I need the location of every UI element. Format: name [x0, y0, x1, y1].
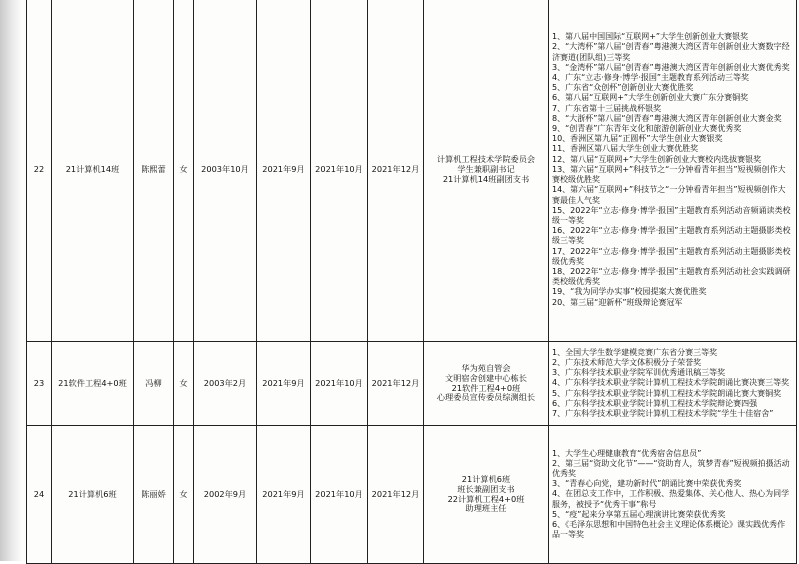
duty-line: 21计算机14班副团支书	[442, 173, 530, 184]
name-cell: 冯柳	[134, 342, 174, 426]
table-row	[27, 0, 797, 342]
awards-cell	[549, 342, 797, 426]
duty-line: 学生兼职副书记	[457, 164, 515, 175]
award-item: 2、广东技术师范大学文体积极分子荣誉奖	[552, 357, 702, 367]
award-item: 2、“大湾杯”第八届“创青春”粤港澳大湾区青年创新创业大赛数字经济赛道(团队组)三等奖	[552, 42, 790, 62]
enrollment-date-cell: 2021年9月	[257, 426, 311, 564]
gender-cell: 女	[174, 0, 194, 342]
application-date-cell: 2021年12月	[368, 0, 424, 342]
award-item: 5、广东省“众创杯”创新创业大赛优胜奖	[552, 83, 694, 93]
duty-line: 华为苑自管会	[461, 362, 511, 373]
award-item: 4、广东科学技术职业学院计算机工程技术学院朗诵比赛决赛三等奖	[552, 378, 790, 388]
award-item: 8、“大浙杯”第八届“创青春”粤港澳大湾区青年创新创业大赛金奖	[552, 113, 782, 123]
enrollment-date-cell: 2021年9月	[257, 0, 311, 342]
row-number: 22	[27, 0, 52, 342]
award-item: 13、第六届“互联网+”科技节之“一分钟看青年担当”短视频创作大赛校级优胜奖	[552, 164, 786, 185]
student-records-table	[26, 0, 797, 564]
award-item: 4、广东“立志·修身·博学·报国”主题教育系列活动三等奖	[552, 73, 750, 83]
class-cell: 21计算机6班	[52, 426, 134, 564]
table-row	[27, 342, 797, 426]
award-item: 12、第八届“互联网+”大学生创新创业大赛校内选拔赛银奖	[552, 154, 762, 164]
gender-cell: 女	[174, 342, 194, 426]
name-cell: 陈熙蕾	[134, 0, 174, 342]
duty-line: 班长兼副团支书	[457, 483, 515, 494]
award-item: 6、第八届“互联网+”大学生创新创业大赛广东分赛铜奖	[552, 93, 749, 103]
award-item: 17、2022年“立志·修身·博学·报国”主题教育系列活动主题摄影类校级优秀奖	[552, 246, 791, 266]
gender-cell: 女	[174, 426, 194, 564]
name-cell: 陈丽娇	[134, 426, 174, 564]
award-item: 1、全国大学生数学建模竞赛广东省分赛三等奖	[552, 347, 718, 357]
award-item: 14、第六届“互联网+”科技节之“一分钟看青年担当”短视频创作大赛最佳人气奖	[552, 185, 786, 205]
birth-date-cell: 2002年9月	[194, 426, 257, 564]
awards-cell	[549, 0, 797, 342]
class-cell: 21软件工程4+0班	[52, 342, 134, 426]
row-number: 24	[27, 426, 52, 564]
duty-line: 计算机工程技术学院委员会	[436, 154, 536, 165]
award-item: 1、第八届中国国际“互联网+”大学生创新创业大赛银奖	[552, 32, 749, 42]
duties-cell	[424, 426, 549, 564]
award-item: 3、广东科学技术职业学院军训优秀通讯稿三等奖	[552, 368, 726, 378]
award-item: 1、大学生心理健康教育“优秀宿舍信息员”	[552, 448, 702, 458]
enrollment-date-cell: 2021年9月	[257, 342, 311, 426]
duties-cell	[424, 342, 549, 426]
duty-line: 助理班主任	[465, 503, 507, 514]
birth-date-cell: 2003年10月	[194, 0, 257, 342]
duty-line: 21计算机6班	[461, 473, 511, 484]
row-number: 23	[27, 342, 52, 426]
duty-line: 21软件工程4+0班	[451, 382, 521, 393]
award-item: 9、“创青春”广东青年文化和旅游创新创业大赛优秀奖	[552, 124, 742, 134]
award-item: 5、“疫”起来分享第五届心理演讲比赛荣获优秀奖	[552, 509, 726, 519]
award-item: 11、香洲区第八届大学生创业大赛优胜奖	[552, 144, 699, 154]
award-item: 2、第三届“资助文化节”——“资助育人，筑梦青春”短视频拍摄活动优秀奖	[552, 458, 790, 478]
award-item: 5、广东科学技术职业学院计算机工程技术学院朗诵比赛大赛铜奖	[552, 388, 782, 398]
application-date-cell: 2021年12月	[368, 426, 424, 564]
league-join-date-cell: 2021年10月	[311, 426, 368, 564]
table-row	[27, 426, 797, 564]
award-item: 4、在团总支工作中，工作积极、热爱集体、关心他人、热心为同学服务，被授予“优秀干事”称号	[552, 489, 790, 509]
award-item: 18、2022年“立志·修身·博学·报国”主题教育系列活动社会实践调研类校级优秀奖	[552, 266, 791, 287]
class-cell: 21计算机14班	[52, 0, 134, 342]
league-join-date-cell: 2021年10月	[311, 0, 368, 342]
page-binding-shadow	[0, 0, 22, 561]
duty-line: 22计算机工程4+0班	[447, 493, 525, 504]
duties-cell	[424, 0, 549, 342]
duty-line: 心理委员宣传委员综测组长	[436, 392, 536, 403]
award-item: 3、“青春心向党，建功新时代”朗诵比赛中荣获优秀奖	[552, 479, 742, 489]
league-join-date-cell: 2021年10月	[311, 342, 368, 426]
award-item: 19、“我为同学办实事”校园提案大赛优胜奖	[552, 287, 707, 297]
application-date-cell: 2021年12月	[368, 342, 424, 426]
award-item: 7、广东科学技术职业学院计算机工程技术学院“学生十佳宿舍”	[552, 409, 774, 418]
award-item: 6、《毛泽东思想和中国特色社会主义理论体系概论》课实践优秀作品一等奖	[552, 520, 786, 540]
duty-line: 文明宿舍创建中心栋长	[445, 372, 527, 383]
award-item: 3、“金湾杯”第八届“创青春”粤港澳大湾区青年创新创业大赛优秀奖	[552, 62, 790, 72]
award-item: 10、香洲区第九届“正圆杯”大学生创业大赛银奖	[552, 134, 723, 144]
birth-date-cell: 2003年2月	[194, 342, 257, 426]
award-item: 6、广东科学技术职业学院计算机工程技术学院辩论赛四强	[552, 398, 758, 408]
award-item: 7、广东省第十三届挑战杯银奖	[552, 103, 662, 113]
award-item: 20、第三届“迎新杯”班级辩论赛冠军	[552, 297, 683, 307]
award-item: 15、2022年“立志·修身·博学·报国”主题教育系列活动音频诵读类校级一等奖	[552, 205, 791, 225]
awards-cell	[549, 426, 797, 564]
award-item: 16、2022年“立志·修身·博学·报国”主题教育系列活动主题摄影类校级三等奖	[552, 226, 791, 246]
